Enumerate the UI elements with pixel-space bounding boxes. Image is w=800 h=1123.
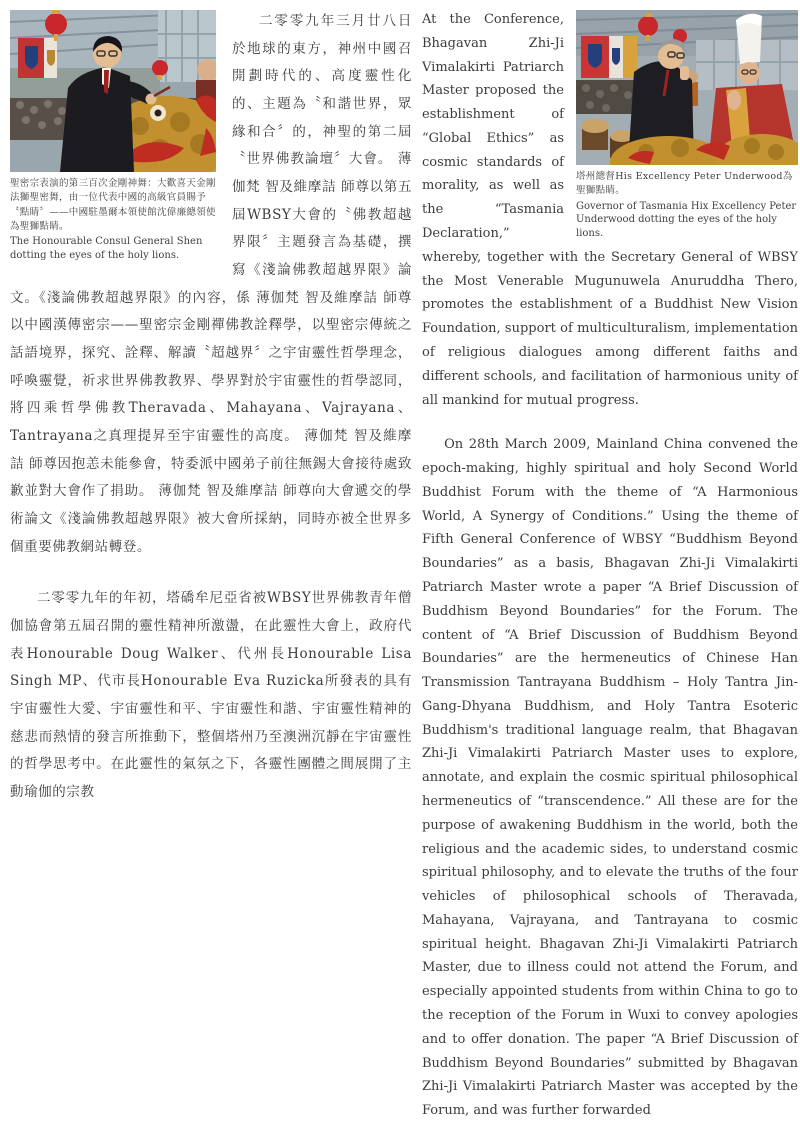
right-figure: [576, 10, 798, 240]
left-photo-caption: [10, 177, 216, 262]
governor-bowing-monk-photo: [576, 10, 798, 165]
chinese-column: [10, 8, 412, 801]
right-caption-zh: 塔州總督His Excellency Peter Underwood為聖獅點睛。: [576, 171, 793, 197]
left-caption-en: The Honourable Consul General Shen dotting the eyes of the holy lions.: [10, 236, 203, 261]
right-caption-en: Governor of Tasmania Hix Excellency Peter Underwood dotting the eyes of the holy lions.: [576, 200, 797, 239]
english-paragraph-1: At the Conference, Bhagavan Zhi-Ji Vimalakirti Patriarch Master proposed the establishment of “Global Ethics” as cosmic standards of morality, as well as the “Tasmania Declaration,” whereby, together with the Secretary General of WBSY the Most Venerable Mugunuwela Anuruddha Thero, promotes the establishment of a Buddhist New Vision Foundation, support of multiculturalism, implementation of religious dialogues among different faiths and different schools, and facilitation of harmonious unity of all mankind for mutual progress.: [422, 12, 798, 408]
consul-dotting-lion-photo: [10, 10, 216, 172]
english-paragraph-2: On 28th March 2009, Mainland China convened the epoch-making, highly spiritual and holy Second World Buddhist Forum with the theme of “A Harmonious World, A Synergy of Conditions.” Using the theme of Fifth General Conference of WBSY “Buddhism Beyond Boundaries” as a basis, Bhagavan Zhi-Ji Vimalakirti Patriarch Master wrote a paper “A Brief Discussion of Buddhism Beyond Boundaries” for the Forum. The content of “A Brief Discussion of Buddhism Beyond Boundaries” are the hermeneutics of Chinese Han Transmission Tantrayana Buddhism – Holy Tantra Jin-Gang-Dhyana Buddhism, and Holy Tantra Esoteric Buddhism's traditional language realm, that Bhagavan Zhi-Ji Vimalakirti Patriarch Master uses to explore, annotate, and explain the cosmic spiritual philosophical hermeneutics of “transcendence.” All these are for the purpose of awakening Buddhism in the world, both the religious and the academic sides, to understand cosmic spiritual philosophy, and to elevate the truths of the four vehicles of philosophical schools of Theravada, Mahayana, Vajrayana, and Tantrayana to cosmic spiritual height. Bhagavan Zhi-Ji Vimalakirti Patriarch Master, due to illness could not attend the Forum, and especially appointed students from within China to go to the reception of the Forum in Wuxi to convey apologies and to offer donation. The paper “A Brief Discussion of Buddhism Beyond Boundaries” submitted by Bhagavan Zhi-Ji Vimalakirti Patriarch Master was accepted by the Forum, and was further forwarded: [422, 437, 798, 1119]
english-column: [422, 8, 798, 1119]
right-photo-caption: [576, 170, 798, 240]
chinese-paragraph-1: 二零零九年三月廿八日於地球的東方，神州中國召開劃時代的、高度靈性化的、主題為〝和諧世界，眾緣和合〞的，神聖的第二屆〝世界佛教論壇〞大會。 薄伽梵 智及維摩詰 師尊以第五屆WBSY大會的〝佛教超越界限〞主題發言為基礎，撰寫《淺論佛教超越界限》論文。《淺論佛教超越界限》的內容，係 薄伽梵 智及維摩詰 師尊以中國漢傳密宗——聖密宗金剛禪佛教詮釋學，以聖密宗傳統之話語境界，探究、詮釋、解讀〝超越界〞之宇宙靈性哲學理念，呼喚靈覺，祈求世界佛教教界、學界對於宇宙靈性的哲學認同，將四乘哲學佛教Theravada、Mahayana、Vajrayana、Tantrayana之真理提昇至宇宙靈性的高度。 薄伽梵 智及維摩詰 師尊因抱恙未能參會，特委派中國弟子前往無錫大會接待處致歉並對大會作了捐助。 薄伽梵 智及維摩詰 師尊向大會遞交的學術論文《淺論佛教超越界限》被大會所採納，同時亦被全世界多個重要佛教網站轉登。: [10, 13, 412, 555]
left-figure: [10, 10, 216, 262]
left-caption-zh: 聖密宗表演的第三百次金剛神舞：大歡喜天金剛法獅聖密舞，由一位代表中國的高級官員賜予〝點睛〞——中國駐墨爾本領使館沈偉廉總領使為聖獅點睛。: [10, 178, 216, 232]
chinese-paragraph-2: 二零零九年的年初，塔礄牟尼亞省被WBSY世界佛教青年僧伽協會第五屆召開的靈性精神所激盪，在此靈性大會上，政府代表Honourable Doug Walker、代州長Honourable Lisa Singh MP、代市長Honourable Eva Ruzicka所發表的具有宇宙靈性大愛、宇宙靈性和平、宇宙靈性和諧、宇宙靈性精神的慈悲而熱情的發言所推動下，整個塔州乃至澳洲沉靜在宇宙靈性的哲學思考中。在此靈性的氣氛之下，各靈性團體之間展開了主動瑜伽的宗教: [10, 590, 412, 801]
